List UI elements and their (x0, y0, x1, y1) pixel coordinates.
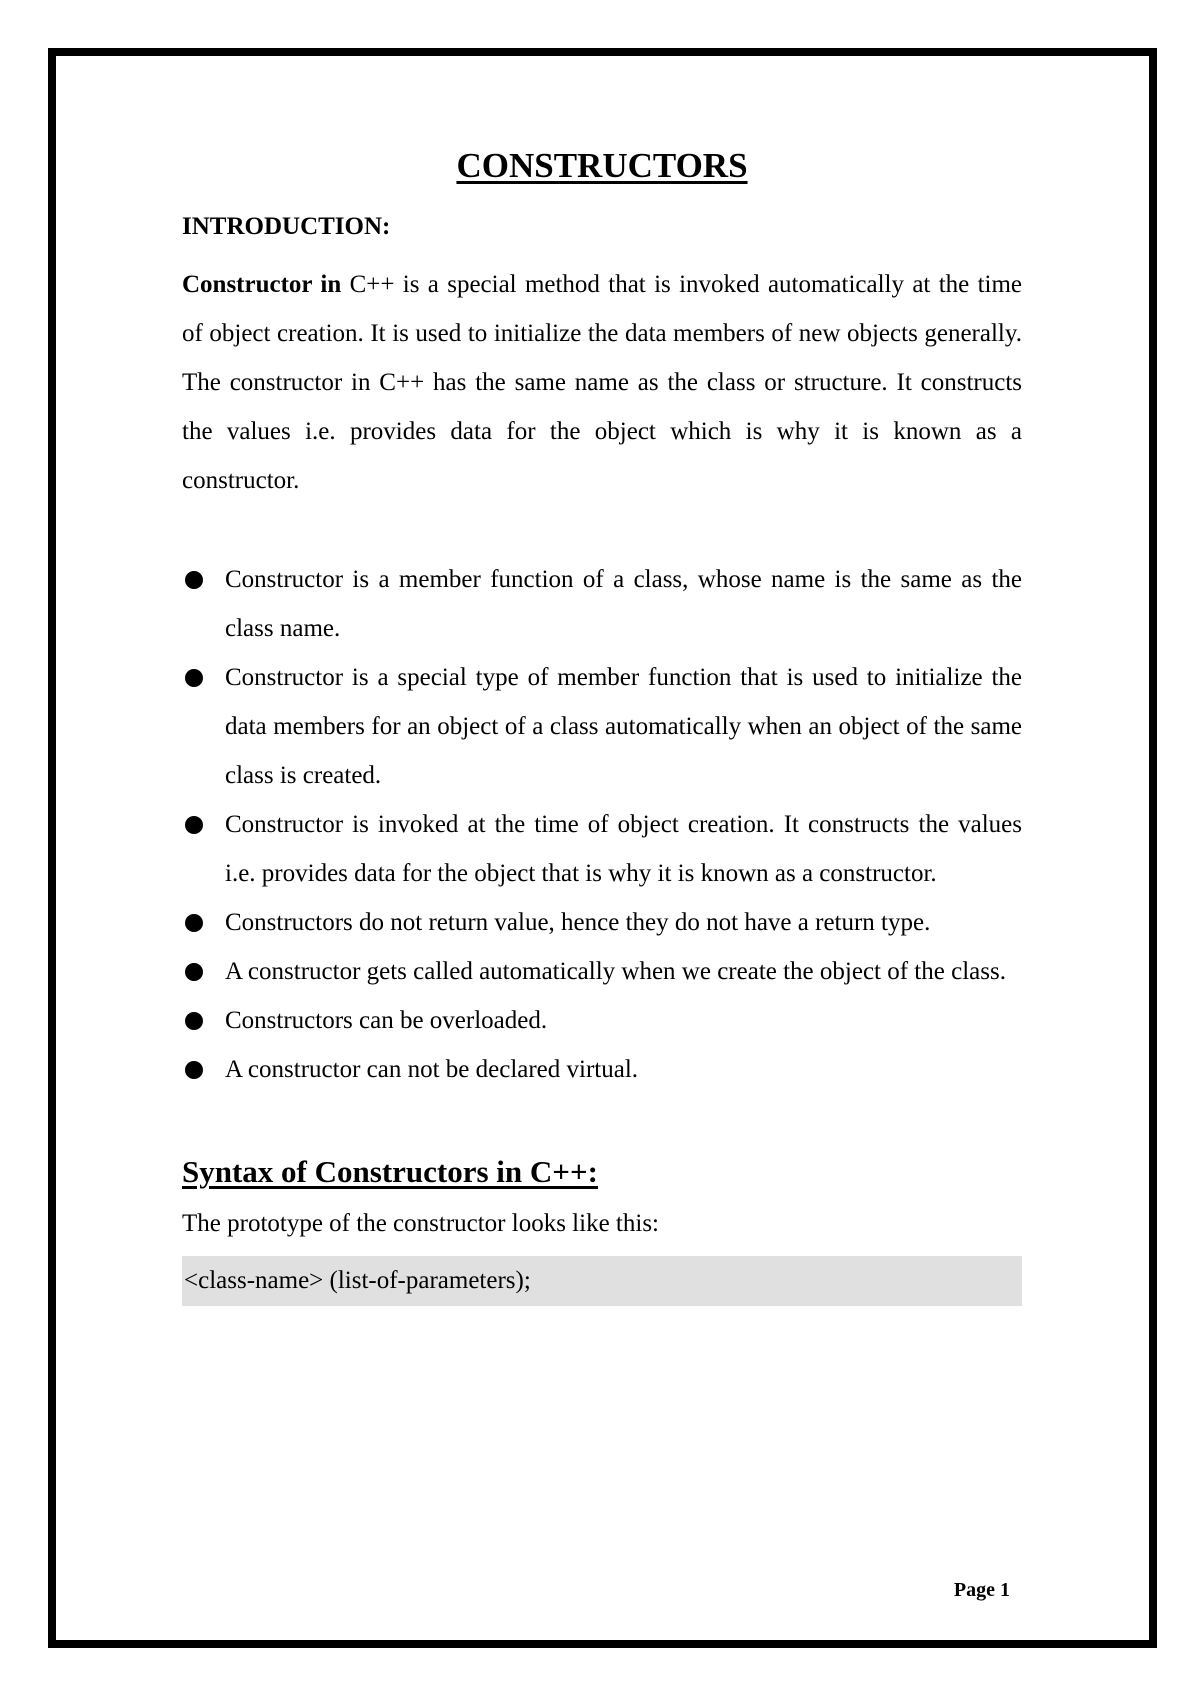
bullet-item (182, 800, 1022, 898)
bullet-item (182, 555, 1022, 653)
bullet-text: Constructors do not return value, hence they do not have a return type. (225, 909, 931, 936)
document-title: CONSTRUCTORS (456, 146, 748, 185)
bullet-icon (185, 571, 203, 589)
intro-heading: INTRODUCTION: (182, 213, 391, 240)
bullet-icon (185, 816, 203, 834)
bullet-item (182, 898, 1022, 947)
bullet-item (182, 1045, 1022, 1094)
syntax-heading: Syntax of Constructors in C++: (182, 1154, 598, 1189)
bullet-icon (185, 1061, 203, 1079)
bullet-text: Constructor is invoked at the time of object creation. It constructs the values i.e. provides data for the object that is why it is known as a constructor. (225, 811, 1022, 887)
bullet-icon (185, 1012, 203, 1030)
bullet-text: A constructor gets called automatically when we create the object of the class. (225, 958, 1006, 985)
intro-paragraph (182, 260, 1022, 505)
bullet-text: Constructors can be overloaded. (225, 1007, 548, 1034)
code-snippet: <class-name> (list-of-parameters); (182, 1256, 1022, 1306)
bullet-text: Constructor is a special type of member function that is used to initialize the data members for an object of a class automatically when an object of the same class is created. (225, 664, 1022, 789)
bullet-icon (185, 669, 203, 687)
bullet-item (182, 947, 1022, 996)
document-body (182, 142, 1022, 1306)
intro-text: C++ is a special method that is invoked automatically at the time of object creation. It is used to initialize the data members of new objects generally. The constructor in C++ has the same name as the class or structure. It constructs the values i.e. provides data for the object which is why it is known as a constructor. (182, 271, 1022, 494)
bullet-icon (185, 963, 203, 981)
bullet-item (182, 653, 1022, 800)
page-number: Page 1 (953, 1579, 1010, 1601)
bullet-text: Constructor is a member function of a class, whose name is the same as the class name. (225, 566, 1022, 642)
bullet-text: A constructor can not be declared virtual. (225, 1056, 639, 1083)
bullet-item (182, 996, 1022, 1045)
bullet-icon (185, 914, 203, 932)
bullet-list (182, 555, 1022, 1094)
prototype-intro: The prototype of the constructor looks like this: (182, 1210, 659, 1237)
intro-bold-lead: Constructor in (182, 271, 342, 298)
